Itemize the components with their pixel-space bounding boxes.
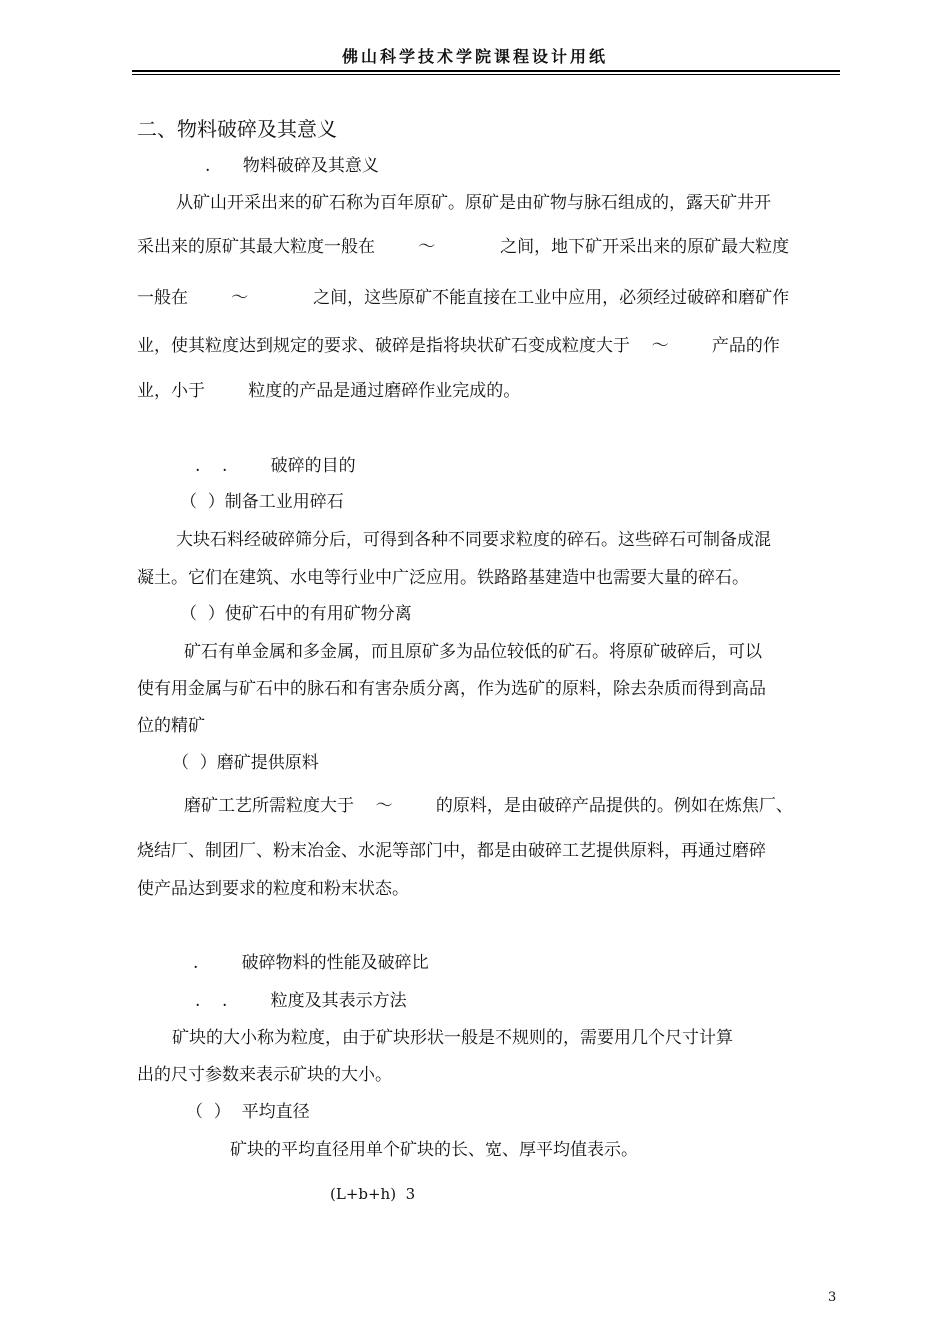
paragraph-line: 磨矿工艺所需粒度大于 ～ 的原料，是由破碎产品提供的。例如在炼焦厂、 xyxy=(184,796,793,816)
paragraph-line: 矿块的平均直径用单个矿块的长、宽、厚平均值表示。 xyxy=(230,1140,638,1160)
header-rule-thick xyxy=(132,70,840,72)
formula: (L+b+h) 3 xyxy=(330,1185,416,1203)
paragraph-line: 业，小于 粒度的产品是通过磨碎作业完成的。 xyxy=(137,381,521,401)
paragraph-line: 大块石料经破碎筛分后，可得到各种不同要求粒度的碎石。这些碎石可制备成混 xyxy=(176,530,771,550)
section-heading: 二、物料破碎及其意义 xyxy=(137,117,337,141)
paragraph-line: 矿石有单金属和多金属，而且原矿多为品位较低的矿石。将原矿破碎后，可以 xyxy=(184,642,762,662)
page-header-title: 佛山科学技术学院课程设计用纸 xyxy=(341,47,608,66)
subsection-heading: . . 破碎的目的 xyxy=(195,456,356,476)
paragraph-line: 出的尺寸参数来表示矿块的大小。 xyxy=(137,1065,392,1085)
paragraph-line: 位的精矿 xyxy=(137,716,205,736)
subsection-heading: . . 粒度及其表示方法 xyxy=(195,991,407,1011)
subsection-heading: . 物料破碎及其意义 xyxy=(205,156,379,176)
item-heading: （ ） 平均直径 xyxy=(186,1102,310,1122)
item-heading: （ ）磨矿提供原料 xyxy=(172,753,319,773)
paragraph-line: 凝土。它们在建筑、水电等行业中广泛应用。铁路路基建造中也需要大量的碎石。 xyxy=(137,568,749,588)
paragraph-line: 业，使其粒度达到规定的要求、破碎是指将块状矿石变成粒度大于 ～ 产品的作 xyxy=(137,336,780,356)
paragraph-line: 矿块的大小称为粒度，由于矿块形状一般是不规则的，需要用几个尺寸计算 xyxy=(172,1028,733,1048)
page-number: 3 xyxy=(828,1290,837,1305)
subsection-heading: . 破碎物料的性能及破碎比 xyxy=(193,953,429,973)
paragraph-line: 烧结厂、制团厂、粉末冶金、水泥等部门中，都是由破碎工艺提供原料，再通过磨碎 xyxy=(137,841,766,861)
item-heading: （ ）制备工业用碎石 xyxy=(180,492,344,512)
paragraph-line: 从矿山开采出来的矿石称为百年原矿。原矿是由矿物与脉石组成的，露天矿井开 xyxy=(176,193,771,213)
paragraph-line: 采出来的原矿其最大粒度一般在 ～ 之间，地下矿开采出来的原矿最大粒度 xyxy=(137,237,790,257)
paragraph-line: 使产品达到要求的粒度和粉末状态。 xyxy=(137,879,409,899)
item-heading: （ ）使矿石中的有用矿物分离 xyxy=(180,604,412,624)
header-rule-thin xyxy=(132,74,840,75)
paragraph-line: 一般在 ～ 之间，这些原矿不能直接在工业中应用，必须经过破碎和磨矿作 xyxy=(137,288,790,308)
paragraph-line: 使有用金属与矿石中的脉石和有害杂质分离，作为选矿的原料，除去杂质而得到高品 xyxy=(137,679,766,699)
